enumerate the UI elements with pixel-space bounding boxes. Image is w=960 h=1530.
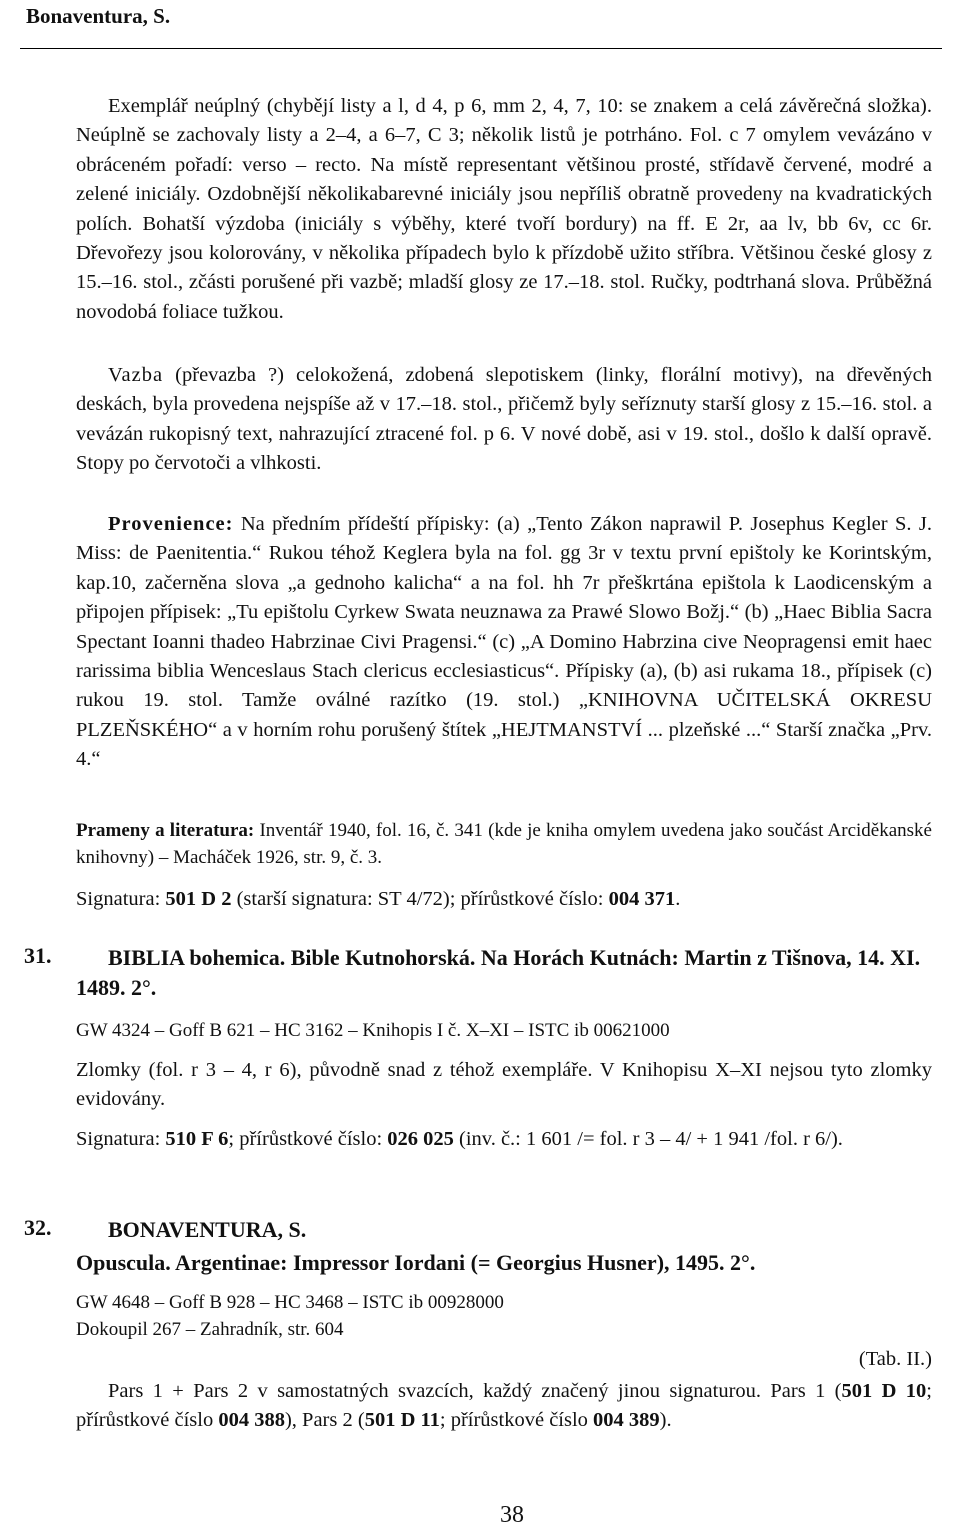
provenance-label: Provenience:	[108, 513, 234, 535]
entry-title-31: BIBLIA bohemica. Bible Kutnohorská. Na Horách Kutnách: Martin z Tišnova, 14. XI. 1489. 2°.	[76, 945, 921, 1000]
entry-number-32: 32.	[24, 1215, 52, 1240]
entry-description-32	[76, 1377, 932, 1436]
provenance-paragraph	[76, 510, 932, 775]
desc-text: Pars 1 + Pars 2 v samostatných svazcích, každý značený jinou signaturou. Pars 1 (	[108, 1380, 842, 1402]
plate-reference: (Tab. II.)	[858, 1348, 932, 1370]
accession-number: 004 389	[593, 1409, 660, 1432]
binding-text: (převazba ?) celokožená, zdobená slepotiskem (linky, florální motivy), na dřevěných deskách, byla provedena nejspíše až v 17.–18. stol., přičemž byly seříznuty starší glosy z 15.–16. stol. a vevázán rukopisný text, nahrazující ztracené fol. p 6. V nové době, asi v 19. stol., došlo k další opravě. Stopy po červotoči a vlhkosti.	[76, 364, 932, 475]
desc-text: ; přírůstkové číslo	[439, 1409, 594, 1432]
signature-mid: (starší signatura: ST 4/72); přírůstkové číslo:	[231, 888, 609, 910]
entry-author-32: BONAVENTURA, S.	[108, 1217, 307, 1242]
entry-number-31: 31.	[24, 943, 52, 968]
signature-value: 510 F 6	[165, 1128, 229, 1150]
signature-label: Signatura:	[76, 888, 166, 910]
signature-value: 501 D 10	[841, 1380, 927, 1402]
signature-end: .	[675, 888, 681, 910]
entry-title-32: Opuscula. Argentinae: Impressor Iordani (= Georgius Husner), 1495. 2°.	[76, 1250, 756, 1275]
entry-signature-31	[76, 1125, 932, 1154]
signature-mid: ; přírůstkové číslo:	[228, 1128, 388, 1150]
entry-refs-32-line2: Dokoupil 267 – Zahradník, str. 604	[76, 1319, 344, 1340]
accession-number: 004 388	[218, 1409, 285, 1432]
sources-label: Prameny a literatura:	[76, 820, 255, 841]
page-number: 38	[500, 1502, 524, 1528]
signature-end: (inv. č.: 1 601 /= fol. r 3 – 4/ + 1 941 /fol. r 6/).	[453, 1128, 843, 1150]
signature-label: Signatura:	[76, 1128, 166, 1150]
desc-text: ), Pars 2 (	[284, 1409, 365, 1432]
desc-text: ; přírůstkové číslo	[76, 1380, 932, 1432]
sources-paragraph	[76, 817, 932, 871]
desc-text: ).	[659, 1409, 672, 1432]
entry-refs-32-line1: GW 4648 – Goff B 928 – HC 3468 – ISTC ib 00928000	[76, 1292, 504, 1313]
accession-number: 004 371	[608, 888, 676, 910]
entry-description-31: Zlomky (fol. r 3 – 4, r 6), původně snad z téhož exempláře. V Knihopisu X–XI nejsou tyto zlomky evidovány.	[76, 1059, 932, 1111]
binding-label: Vazba	[108, 364, 164, 386]
copy-description-paragraph: Exemplář neúplný (chybějí listy a l, d 4, p 6, mm 2, 4, 7, 10: se znakem a celá závěrečná složka). Neúplně se zachovaly listy a 2–4, a 6–7, C 3; několik listů je potrháno. Fol. c 7 omylem vevázáno v obráceném pořadí: verso – recto. Na místě representant většinou prosté, střídavě červené, modré a zelené iniciály. Ozdobnější několikabarevné iniciály jsou nepříliš obratně provedeny na kvadratických polích. Bohatší výzdoba (iniciály s výběhy, které tvoří bordury) na ff. E 2r, aa lv, bb 6v, cc 6r. Dřevořezy jsou kolorovány, v několika případech bylo k přízdobě užito stříbra. Většinou české glosy z 15.–16. stol., zčásti porušené při vazbě; mladší glosy ze 17.–18. stol. Ručky, podtrhaná slova. Průběžná novodobá foliace tužkou.	[76, 95, 932, 323]
sources-text: Inventář 1940, fol. 16, č. 341 (kde je kniha omylem uvedena jako součást Arciděkanské knihovny) – Macháček 1926, str. 9, č. 3.	[76, 820, 932, 868]
accession-number: 026 025	[387, 1128, 454, 1150]
entry-refs-31: GW 4324 – Goff B 621 – HC 3162 – Knihopis I č. X–XI – ISTC ib 00621000	[76, 1020, 670, 1041]
binding-paragraph	[76, 361, 932, 479]
provenance-text: Na předním přídeští přípisky: (a) „Tento Zákon naprawil P. Josephus Kegler S. J. Miss: de Paenitentia.“ Rukou téhož Keglera byla na fol. gg 3r v textu první epištoly ke Korintským, kap.10, začerněna slova „a gednoho kalicha“ a na fol. hh 7r přeškrtána epištola k Laodicenským a připojen přípisek: „Tu epištolu Cyrkew Swata neuznawa za Prawé Slowo Božj.“ (b) „Haec Biblia Sacra Spectant Ioanni thadeo Habrzinae Civi Pragensi.“ (c) „A Domino Habrzina cive Neopragensi emit haec rarissima biblia Wenceslaus Stach clericus ecclesiasticus“. Přípisky (a), (b) asi rukama 18., přípisek (c) rukou 19. stol. Tamže oválné razítko (19. stol.) „KNIHOVNA UČITELSKÁ OKRESU PLZEŇSKÉHO“ a v horním rohu porušený štítek „HEJTMANSTVÍ ... plzeňské ...“ Starší značka „Prv. 4.“	[76, 513, 932, 771]
running-head: Bonaventura, S.	[26, 4, 171, 28]
signature-value: 501 D 11	[364, 1409, 440, 1432]
signature-paragraph	[76, 885, 932, 914]
header-rule	[20, 48, 942, 49]
signature-value: 501 D 2	[165, 888, 232, 910]
